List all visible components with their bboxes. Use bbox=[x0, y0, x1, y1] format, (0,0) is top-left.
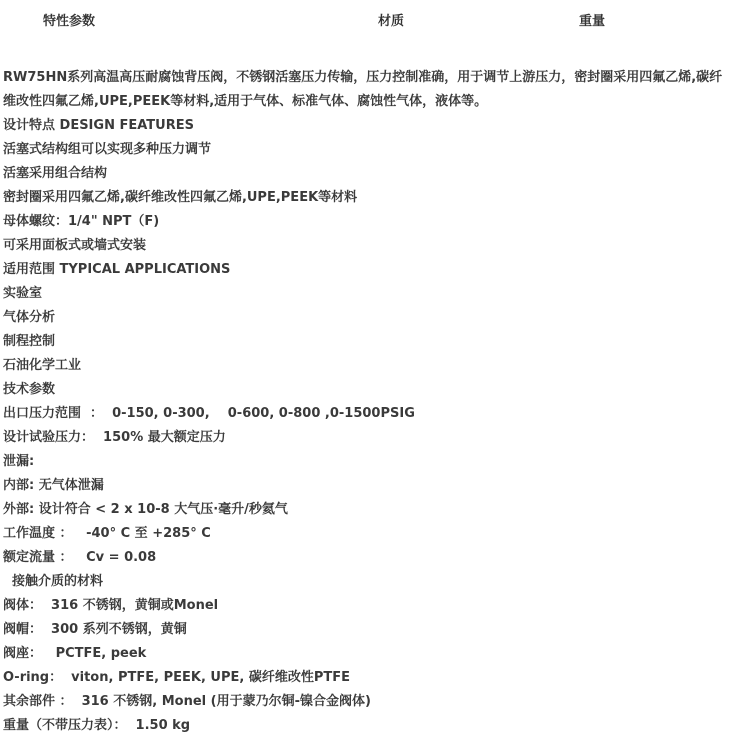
material-o-ring: O-ring： viton, PTFE, PEEK, UPE, 碳纤维改性PTFE bbox=[3, 670, 350, 685]
spec-table-header bbox=[0, 0, 729, 36]
design-features-heading: 设计特点 DESIGN FEATURES bbox=[3, 118, 194, 133]
material-seat: 阀座： PCTFE, peek bbox=[3, 646, 147, 661]
spec-test-pressure: 设计试验压力： 150% 最大额定压力 bbox=[3, 430, 226, 445]
header-material: 材质 bbox=[378, 14, 405, 29]
application-item: 制程控制 bbox=[3, 334, 56, 349]
spec-outlet-pressure: 出口压力范围 ： 0-150, 0-300, 0-600, 0-800 ,0-1500PSIG bbox=[3, 406, 415, 421]
spec-leakage-external: 外部: 设计符合 < 2 x 10-8 大气压·毫升/秒氦气 bbox=[3, 502, 288, 517]
spec-weight: 重量（不带压力表）： 1.50 kg bbox=[3, 718, 191, 733]
product-description bbox=[3, 66, 727, 738]
feature-item: 活塞采用组合结构 bbox=[3, 166, 108, 181]
material-body: 阀体： 316 不锈钢，黄铜或Monel bbox=[3, 598, 219, 613]
feature-item: 活塞式结构组可以实现多种压力调节 bbox=[3, 142, 212, 157]
feature-item: 母体螺纹：1/4" NPT（F) bbox=[3, 214, 160, 229]
header-weight: 重量 bbox=[579, 14, 606, 29]
applications-heading: 适用范围 TYPICAL APPLICATIONS bbox=[3, 262, 231, 277]
application-item: 石油化学工业 bbox=[3, 358, 82, 373]
intro-paragraph: RW75HN系列高温高压耐腐蚀背压阀，不锈钢活塞压力传输，压力控制准确，用于调节上游压力，密封圈采用四氟乙烯,碳纤维改性四氟乙烯,UPE,PEEK等材料,适用于气体、标准气体、腐蚀性气体，液体等。 bbox=[3, 70, 723, 109]
material-other-parts: 其余部件 ： 316 不锈钢, Monel (用于蒙乃尔铜-镍合金阀体) bbox=[3, 694, 371, 709]
application-item: 实验室 bbox=[3, 286, 43, 301]
tech-params-heading: 技术参数 bbox=[3, 382, 56, 397]
wetted-materials-heading: 接触介质的材料 bbox=[3, 574, 104, 589]
feature-item: 可采用面板式或墙式安装 bbox=[3, 238, 147, 253]
header-spec-params: 特性参数 bbox=[43, 14, 96, 29]
spec-working-temperature: 工作温度 ： -40° C 至 +285° C bbox=[3, 526, 211, 541]
spec-leakage-internal: 内部: 无气体泄漏 bbox=[3, 478, 104, 493]
application-item: 气体分析 bbox=[3, 310, 56, 325]
material-bonnet: 阀帽： 300 系列不锈钢，黄铜 bbox=[3, 622, 187, 637]
spec-rated-flow: 额定流量 ： Cv = 0.08 bbox=[3, 550, 157, 565]
feature-item: 密封圈采用四氟乙烯,碳纤维改性四氟乙烯,UPE,PEEK等材料 bbox=[3, 190, 358, 205]
spec-leakage-label: 泄漏: bbox=[3, 454, 35, 469]
